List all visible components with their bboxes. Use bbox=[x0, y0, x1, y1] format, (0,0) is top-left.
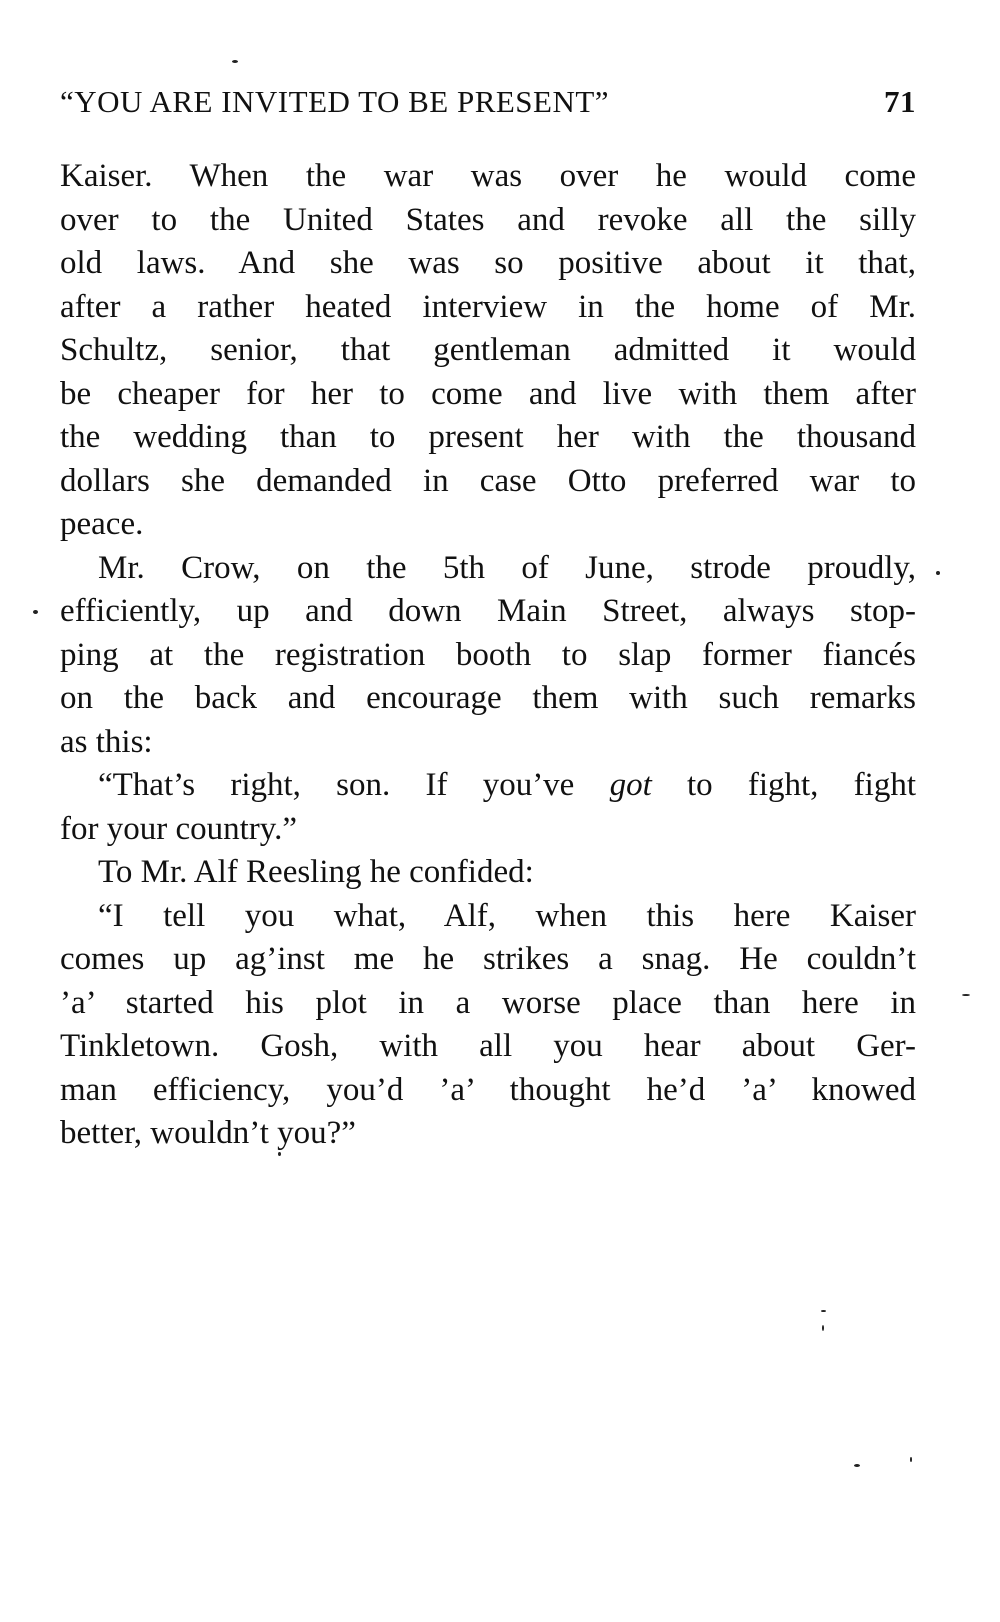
text-line: Schultz, senior, that gentleman admitted it would bbox=[60, 332, 916, 368]
scan-speck bbox=[232, 60, 238, 63]
text-line: for your country.” bbox=[60, 810, 298, 847]
text-line: efficiently, up and down Main Street, always stop- bbox=[60, 593, 916, 629]
scan-speck bbox=[962, 994, 970, 996]
page-header bbox=[60, 84, 916, 126]
text-line bbox=[60, 764, 916, 808]
emphasis-text: got bbox=[609, 767, 652, 803]
scan-speck bbox=[821, 1310, 826, 1312]
text-line: “I tell you what, Alf, when this here Kaiser bbox=[98, 897, 916, 934]
text-line: ’a’ started his plot in a worse place than here in bbox=[60, 984, 916, 1021]
scan-speck bbox=[278, 1152, 281, 1156]
text-line: peace. bbox=[60, 506, 144, 542]
text-line: ping at the registration booth to slap former fiancés bbox=[60, 636, 916, 673]
text-line: Mr. Crow, on the 5th of June, strode proudly, bbox=[98, 549, 916, 586]
text-line: comes up ag’inst me he strikes a snag. He couldn’t bbox=[60, 941, 916, 977]
text-line: man efficiency, you’d ’a’ thought he’d ’a’ knowed bbox=[60, 1071, 916, 1108]
scan-speck bbox=[33, 610, 38, 614]
text-line: after a rather heated interview in the home of Mr. bbox=[60, 288, 916, 325]
text-line: old laws. And she was so positive about it that, bbox=[60, 245, 916, 281]
page-number: 71 bbox=[884, 84, 916, 119]
scan-speck bbox=[936, 571, 940, 575]
text-line: Tinkletown. Gosh, with all you hear about Ger- bbox=[60, 1028, 916, 1064]
text-segment: “That’s right, son. If you’ve bbox=[98, 767, 610, 803]
text-line: better, wouldn’t you?” bbox=[60, 1115, 356, 1151]
text-line: as this: bbox=[60, 723, 153, 760]
running-title: “YOU ARE INVITED TO BE PRESENT” bbox=[60, 84, 610, 119]
text-line: on the back and encourage them with such remarks bbox=[60, 680, 916, 716]
scan-speck bbox=[854, 1464, 860, 1467]
text-segment: to fight, fight bbox=[651, 767, 916, 803]
scan-speck bbox=[822, 1325, 824, 1331]
text-line: over to the United States and revoke all the silly bbox=[60, 201, 916, 238]
text-line: the wedding than to present her with the thousand bbox=[60, 419, 916, 455]
text-line: Kaiser. When the war was over he would come bbox=[60, 158, 916, 194]
text-line: be cheaper for her to come and live with them after bbox=[60, 375, 916, 412]
scan-speck bbox=[910, 1457, 912, 1462]
text-line: To Mr. Alf Reesling he confided: bbox=[98, 854, 534, 890]
text-line: dollars she demanded in case Otto preferred war to bbox=[60, 462, 916, 499]
body-text bbox=[60, 155, 916, 1156]
